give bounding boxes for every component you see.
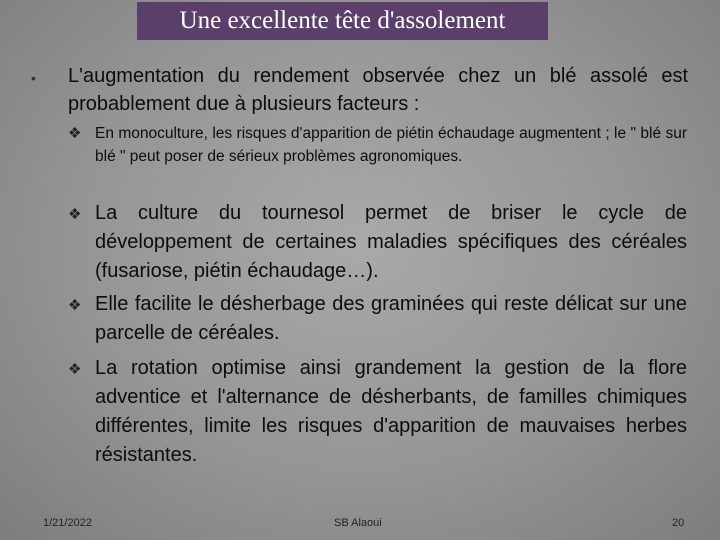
main-bullet: •: [31, 70, 36, 86]
footer-page-number: 20: [672, 517, 685, 529]
slide-title: Une excellente tête d'assolement: [137, 2, 548, 40]
sub-item-text: La culture du tournesol permet de briser le cycle de développement de certaines maladies spécifiques des céréales (fusariose, piétin échaudage…).: [95, 202, 687, 282]
diamond-bullet-icon: ❖: [68, 297, 82, 314]
diamond-bullet-icon: ❖: [68, 361, 82, 378]
diamond-bullet-icon: ❖: [68, 206, 82, 223]
main-bullet-text: L'augmentation du rendement observée chez un blé assolé est probablement due à plusieurs facteurs :: [68, 65, 688, 115]
sub-item-text: La rotation optimise ainsi grandement la gestion de la flore adventice et l'alternance de désherbants, de familles chimiques différentes, limite les risques d'apparition de mauvaises herbes résistantes.: [95, 357, 687, 466]
footer-date: 1/21/2022: [43, 517, 92, 529]
diamond-bullet-icon: ❖: [68, 125, 82, 142]
sub-item-text: En monoculture, les risques d'apparition de piétin échaudage augmentent ; le " blé sur blé " peut poser de sérieux problèmes agronomiques.: [95, 125, 687, 165]
footer-author: SB Alaoui: [334, 517, 382, 529]
sub-item-text: Elle facilite le désherbage des graminées qui reste délicat sur une parcelle de céréales.: [95, 293, 687, 344]
